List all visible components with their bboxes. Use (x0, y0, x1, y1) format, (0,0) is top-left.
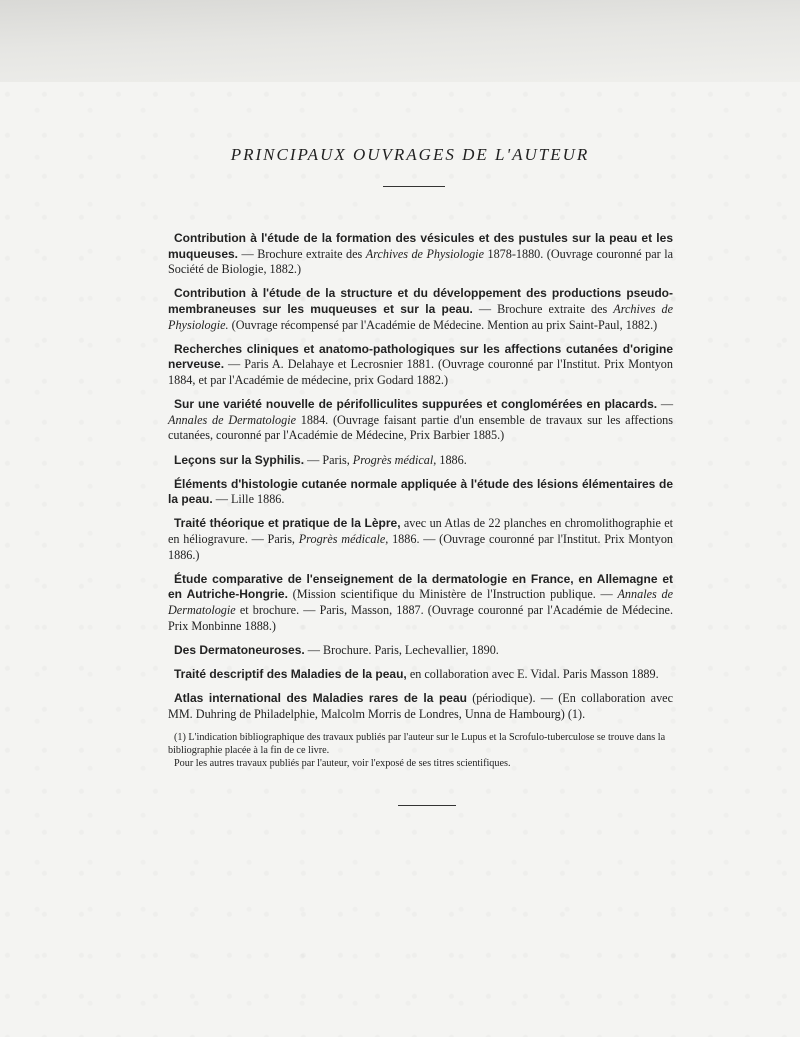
footnote-line: (1) L'indication bibliographique des travaux publiés par l'auteur sur le Lupus et la Scrofulo-tuberculose se trouve dans la bibliographie placée à la fin de ce livre. (168, 732, 666, 756)
work-entry (168, 691, 673, 722)
work-entry (168, 572, 673, 634)
work-details-end: , 1886. (433, 452, 467, 467)
work-title: Recherches cliniques et anatomo-pathologiques sur les affections cutanées d'origine nerveuse. (168, 341, 673, 372)
work-journal: Annales de Dermatologie (168, 412, 297, 427)
work-details: avec un Atlas de 22 planches en chromolithographie et en héliogravure. — Paris, (168, 516, 674, 547)
work-entry (168, 516, 673, 563)
work-details: — Paris, (304, 452, 353, 467)
footnote-line: Pour les autres travaux publiés par l'auteur, voir l'exposé de ses titres scientifiques. (174, 758, 511, 769)
work-title: Traité théorique et pratique de la Lèpre, (174, 516, 401, 531)
work-details: — Brochure. Paris, Lechevallier, 1890. (304, 642, 499, 657)
work-title: Étude comparative de l'enseignement de la dermatologie en France, en Allemagne et en Autriche-Hongrie. (168, 571, 673, 602)
work-entry (168, 643, 673, 659)
work-entry (168, 286, 673, 333)
footnote (168, 731, 676, 770)
work-entry (168, 397, 673, 444)
work-title: Contribution à l'étude de la structure et du développement des productions pseudo-membraneuses sur les muqueuses et sur la peau. (168, 286, 673, 316)
work-entry (168, 453, 673, 469)
work-details-end: , 1886. — (Ouvrage couronné par l'Institut. Prix Montyon 1886.) (168, 532, 674, 562)
paper-top-edge (0, 0, 800, 82)
work-title: Des Dermatoneuroses. (174, 642, 305, 657)
page-title: PRINCIPAUX OUVRAGES DE L'AUTEUR (230, 145, 590, 164)
closing-divider (398, 805, 456, 806)
work-title: Leçons sur la Syphilis. (174, 452, 305, 467)
work-journal: Archives de Physiologie (365, 246, 484, 261)
work-details: (Mission scientifique du Ministère de l'Instruction publique. — (287, 587, 618, 602)
work-entry (168, 477, 673, 508)
work-details-end: et brochure. — Paris, Masson, 1887. (Ouvrage couronné par l'Académie de Médecine. Prix Monbinne 1888.) (168, 603, 673, 633)
work-details: — Brochure extraite des (472, 301, 614, 316)
work-details: en collaboration avec E. Vidal. Paris Masson 1889. (406, 667, 659, 681)
work-details-end: (Ouvrage récompensé par l'Académie de Médecine. Mention au prix Saint-Paul, 1882.) (228, 317, 658, 332)
work-details: — Lille 1886. (212, 492, 285, 507)
work-title: Contribution à l'étude de la formation des vésicules et des pustules sur la peau et les muqueuses. (168, 231, 673, 261)
works-list (168, 231, 673, 731)
work-title: Sur une variété nouvelle de périfolliculites suppurées et conglomérées en placards. (174, 397, 658, 412)
work-title: Atlas international des Maladies rares de la peau (174, 691, 467, 706)
work-journal: Progrès médicale (298, 532, 386, 547)
work-journal: Progrès médical (352, 452, 434, 467)
work-details: — (657, 397, 674, 412)
work-details-end: 1878-1880. (Ouvrage couronné par la Société de Biologie, 1882.) (168, 246, 673, 277)
work-details-end: 1884. (Ouvrage faisant partie d'un ensemble de travaux sur les affections cutanées, couronné par l'Académie de Médecine, Prix Barbier 1885.) (168, 412, 673, 443)
title-divider (383, 186, 445, 187)
work-journal: Annales de Dermatologie (168, 587, 673, 618)
work-entry (168, 231, 673, 278)
work-entry (168, 667, 673, 683)
work-title: Éléments d'histologie cutanée normale appliquée à l'étude des lésions élémentaires de la peau. (168, 476, 673, 507)
work-entry (168, 342, 673, 389)
work-journal: Archives de Physiologie. (168, 301, 673, 332)
work-details: — Paris A. Delahaye et Lecrosnier 1881. (Ouvrage couronné par l'Institut. Prix Montyon 1884, et par l'Académie de médecine, prix Godard 1882.) (168, 357, 673, 387)
work-title: Traité descriptif des Maladies de la peau, (174, 667, 407, 681)
work-details: — Brochure extraite des (238, 246, 366, 261)
work-details: (périodique). — (En collaboration avec MM. Duhring de Philadelphie, Malcolm Morris de Londres, Unna de Hambourg) (1). (168, 691, 673, 721)
